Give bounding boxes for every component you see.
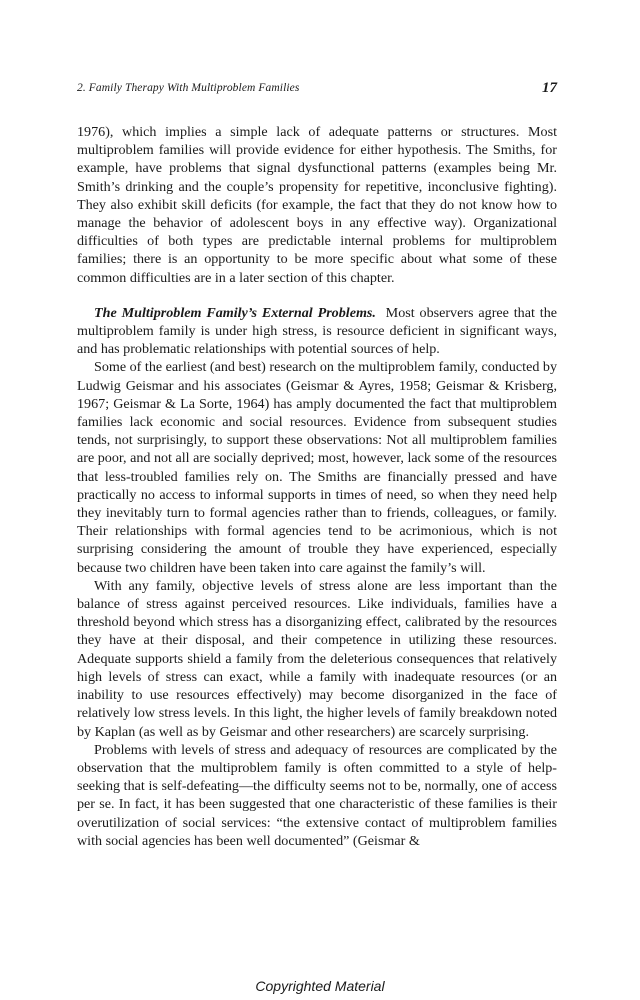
paragraph-text: Some of the earliest (and best) research on the multiproblem family, conducted by Ludwig Geismar and his associates (Geismar & Ayres, 1958; Geismar & Krisberg, 1967; Geismar & La Sorte, 1964) has amply documented the fact that multiproblem families lack economic and social resources. Evidence from subsequent studies tends, not surprisingly, to support these observations: Not all multiproblem families are poor, and not all are socially deprived; most, however, lack some of the resources that less-troubled families rely on. The Smiths are financially pressed and have practically no access to informal supports in times of need, so when they need help they inevitably turn to formal agencies rather than to friends, colleagues, or family. Their relationships with formal agencies tend to be acrimonious, which is not surprising considering the amount of trouble they have experienced, especially because two children have been taken into care against the family’s will.	[77, 359, 557, 576]
paragraph	[77, 358, 557, 576]
running-title: 2. Family Therapy With Multiproblem Families	[77, 82, 300, 94]
paragraph-text: With any family, objective levels of stress alone are less important than the balance of stress against perceived resources. Like individuals, families have a threshold beyond which stress has a disorganizing effect, calibrated by the resources they have at their disposal, and their competence in utilizing these resources. Adequate supports shield a family from the deleterious consequences that relatively high levels of stress can exact, while a family with inadequate resources (or an inability to use resources effectively) may become disorganized in the face of relatively low stress levels. In this light, the higher levels of family breakdown noted by Kaplan (as well as by Geismar and other researchers) are scarcely surprising.	[77, 577, 557, 740]
body-text	[77, 123, 557, 850]
paragraph-text: Problems with levels of stress and adequacy of resources are complicated by the observation that the multiproblem family is often committed to a style of help-seeking that is self-defeating—the difficulty seems not to be, normally, one of access per se. In fact, it has been suggested that one characteristic of these families is their overutilization of social services: “the extensive contact of multiproblem families with social agencies has been well documented” (Geismar &	[77, 741, 557, 849]
copyright-notice: Copyrighted Material	[255, 978, 385, 994]
section-heading: The Multiproblem Family’s External Problems.	[94, 304, 376, 321]
paragraph-text: 1976), which implies a simple lack of adequate patterns or structures. Most multiproblem families will provide evidence for either hypothesis. The Smiths, for example, have problems that signal dysfunctional patterns (examples being Mr. Smith’s drinking and the couple’s propensity for repetitive, inconclusive fighting). They also exhibit skill deficits (for example, the fact that they do not know how to manage the behavior of adolescent boys in any effective way). Organizational difficulties of both types are predictable internal problems for multiproblem families; there is an opportunity to be more specific about what some of these common difficulties are in a later section of this chapter.	[77, 124, 557, 286]
paragraph-continued	[77, 123, 557, 287]
paragraph	[77, 577, 557, 741]
page-number: 17	[542, 80, 557, 96]
paragraph	[77, 741, 557, 850]
paragraph-text: Most observers agree that the multiproblem family is under high stress, is resource deficient in significant ways, and has problematic relationships with potential sources of help.	[77, 304, 557, 358]
paragraph-section-start	[77, 304, 557, 359]
running-head	[77, 80, 557, 102]
